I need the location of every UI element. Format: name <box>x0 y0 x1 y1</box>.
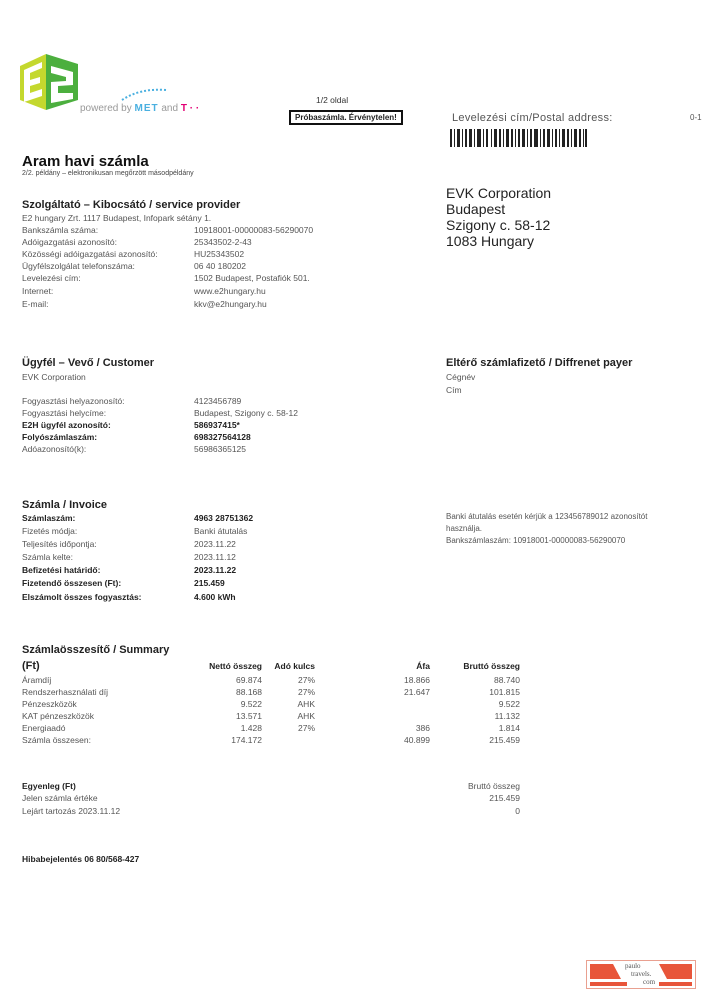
cell-vat: 21.647 <box>404 687 430 697</box>
fault-report-phone: Hibabejelentés 06 80/568-427 <box>22 854 140 864</box>
invoice-row: Számla kelte: 2023.11.12 <box>22 552 236 562</box>
balance-heading: Egyenleg (Ft) <box>22 781 76 791</box>
customer-row: Folyószámlaszám: 698327564128 <box>22 432 251 442</box>
summary-row-label: Pénzeszközök <box>22 699 77 709</box>
summary-row-label: Rendszerhasználati díj <box>22 687 108 697</box>
balance-row-value: 215.459 <box>489 793 520 803</box>
invoice-row: Számlaszám: 4963 28751362 <box>22 513 254 523</box>
customer-row: Adóazonosító(k): 56986365125 <box>22 444 247 454</box>
cell-rate: 27% <box>297 723 315 733</box>
email-link[interactable]: kkv@e2hungary.hu <box>194 299 267 309</box>
payment-note: Banki átutalás esetén kérjük a 123456789012 azonosítót használja. Bankszámlaszám: 10918001-00000083-56290070 <box>446 512 648 545</box>
column-header: Nettó összeg <box>209 661 262 671</box>
summary-row-label: Áramdíj <box>22 675 52 685</box>
provider-row: Ügyfélszolgálat telefonszáma: 06 40 180202 <box>22 261 246 271</box>
cell-net: 9.522 <box>240 699 262 709</box>
balance-section <box>22 780 527 822</box>
cell-vat: 40.899 <box>404 735 430 745</box>
provider-row: Adóigazgatási azonosító: 25343502-2-43 <box>22 237 252 247</box>
invoice-row: Teljesítés időpontja: 2023.11.22 <box>22 539 236 549</box>
summary-heading: Számlaösszesítő / Summary <box>22 644 170 656</box>
balance-row-label: Jelen számla értéke <box>22 793 98 803</box>
document-title: Aram havi számla <box>22 153 149 170</box>
telekom-logo: T · · <box>180 103 200 114</box>
cell-gross: 9.522 <box>498 699 520 709</box>
cell-vat: 386 <box>415 723 430 733</box>
cell-rate: 27% <box>297 687 315 697</box>
summary-table <box>22 660 527 770</box>
cell-rate: AHK <box>297 699 315 709</box>
other-payer-company: Cégnév <box>446 372 476 382</box>
invoice-row: Befizetési határidő: 2023.11.22 <box>22 565 237 575</box>
balance-row-label: Lejárt tartozás 2023.11.12 <box>22 806 121 816</box>
address-line: EVK Corporation <box>446 185 552 201</box>
invalid-sample-stamp: Próbaszámla. Érvénytelen! <box>289 110 403 125</box>
cell-gross: 215.459 <box>489 735 520 745</box>
address-line: Szigony c. 58-12 <box>446 217 551 233</box>
e2-logo <box>18 52 80 114</box>
column-header: Bruttó összeg <box>463 661 520 671</box>
customer-row: Fogyasztási helycíme: Budapest, Szigony c. 58-12 <box>22 408 298 418</box>
customer-section <box>22 357 422 469</box>
invoice-row: Elszámolt összes fogyasztás: 4.600 kWh <box>22 592 236 602</box>
other-payer-heading: Eltérő számlafizető / Diffrenet payer <box>446 357 633 369</box>
balance-row-value: 0 <box>515 806 520 816</box>
provider-address: E2 hungary Zrt. 1117 Budapest, Infopark sétány 1. <box>22 213 212 223</box>
invoice-section <box>22 499 422 614</box>
cell-net: 174.172 <box>231 735 262 745</box>
summary-unit: (Ft) <box>22 660 40 672</box>
balance-column-header: Bruttó összeg <box>468 781 520 791</box>
invoice-row: Fizetés módja: Banki átutalás <box>22 526 248 536</box>
barcode-icon <box>450 129 587 147</box>
cell-rate: AHK <box>297 711 315 721</box>
provider-row: Közösségi adóigazgatási azonosító: HU25343502 <box>22 249 245 259</box>
address-line: 1083 Hungary <box>446 233 534 249</box>
customer-name: EVK Corporation <box>22 372 86 382</box>
cell-net: 88.168 <box>236 687 262 697</box>
cell-gross: 1.814 <box>498 723 520 733</box>
cell-gross: 11.132 <box>494 711 520 721</box>
invoice-row: Fizetendő összesen (Ft): 215.459 <box>22 578 225 588</box>
customer-heading: Ügyfél – Vevő / Customer <box>22 357 155 369</box>
cell-net: 69.874 <box>236 675 262 685</box>
other-payer-address: Cím <box>446 385 462 395</box>
cell-net: 13.571 <box>236 711 262 721</box>
website-link[interactable]: www.e2hungary.hu <box>194 286 266 296</box>
powered-by-text: powered by MET and T · · <box>80 103 200 114</box>
cell-gross: 88.740 <box>494 675 520 685</box>
cell-gross: 101.815 <box>489 687 520 697</box>
column-header: Áfa <box>416 661 430 671</box>
invoice-heading: Számla / Invoice <box>22 499 107 511</box>
summary-row-label: Energiaadó <box>22 723 66 733</box>
provider-row: Internet: www.e2hungary.hu <box>22 286 266 296</box>
provider-row: Bankszámla száma: 10918001-00000083-56290070 <box>22 225 314 235</box>
document-subtitle: 2/2. példány – elektronikusan megőrzött másodpéldány <box>22 170 194 177</box>
provider-section <box>22 199 422 329</box>
cell-net: 1.428 <box>240 723 262 733</box>
postal-address-label: Levelezési cím/Postal address: <box>452 112 613 124</box>
paulo-travels-watermark: paulo travels. com <box>586 960 696 989</box>
provider-heading: Szolgáltató – Kibocsátó / service provider <box>22 199 241 211</box>
summary-row-label: Számla összesen: <box>22 735 91 745</box>
summary-row-label: KAT pénzeszközök <box>22 711 94 721</box>
other-payer-section <box>446 357 706 407</box>
mailing-address <box>446 185 551 249</box>
customer-row: Fogyasztási helyazonosító: 4123456789 <box>22 396 242 406</box>
postal-code: 0-1 <box>690 113 702 122</box>
provider-row: E-mail: kkv@e2hungary.hu <box>22 299 267 309</box>
column-header: Adó kulcs <box>274 661 315 671</box>
page-indicator: 1/2 oldal <box>316 95 349 105</box>
customer-row: E2H ügyfél azonosító: 586937415* <box>22 420 240 430</box>
cell-vat: 18.866 <box>404 675 430 685</box>
address-line: Budapest <box>446 201 506 217</box>
cell-rate: 27% <box>297 675 315 685</box>
provider-row: Levelezési cím: 1502 Budapest, Postafiók 501. <box>22 273 310 283</box>
